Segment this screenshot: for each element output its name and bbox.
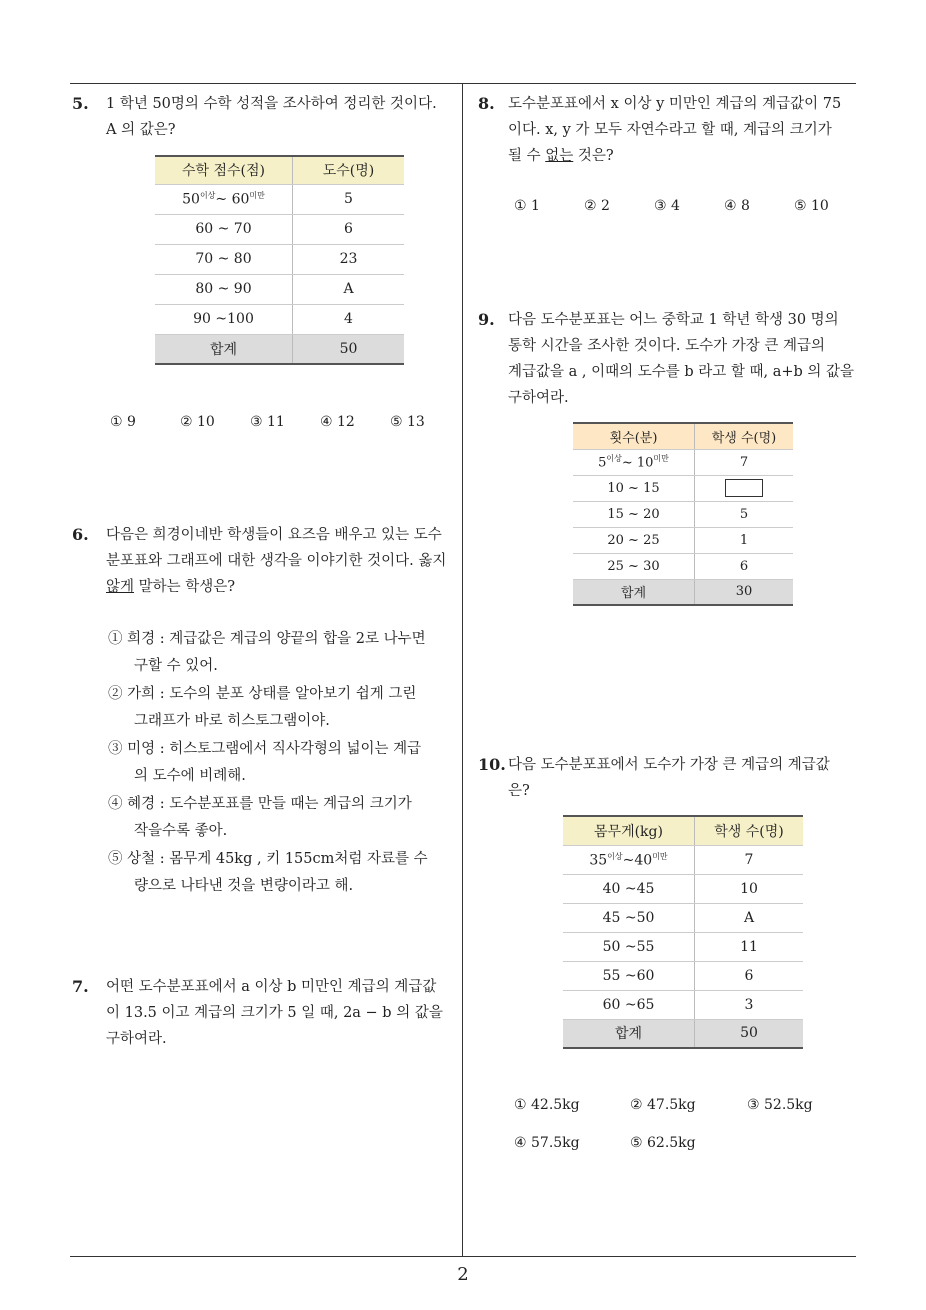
- question-text: [106, 91, 437, 143]
- frequency-table-q5: [155, 155, 404, 365]
- question-text: [106, 522, 446, 600]
- class-end: ~ 10: [621, 455, 654, 471]
- table-row: [155, 304, 404, 334]
- class-label-max: 미만: [249, 191, 265, 201]
- question-number: 8.: [478, 94, 495, 113]
- page-number: 2: [457, 1264, 469, 1285]
- table-row: [155, 214, 404, 244]
- question-line: 도수분포표에서 x 이상 y 미만인 계급의 계급값이 75: [508, 96, 842, 112]
- table-total-row: [563, 1019, 803, 1048]
- table-cell: 40 ~45: [563, 874, 695, 903]
- table-cell: 5: [293, 184, 405, 214]
- option-3[interactable]: [108, 736, 421, 790]
- top-rule: [70, 83, 856, 84]
- question-7: [72, 974, 457, 1054]
- table-header: 학생 수(명): [695, 816, 804, 845]
- blank-answer-box[interactable]: [725, 479, 763, 497]
- class-label-max: 미만: [652, 851, 668, 861]
- table-total-row: [573, 579, 793, 605]
- table-cell: 10 ~ 15: [573, 475, 695, 501]
- table-cell: 3: [695, 990, 804, 1019]
- table-cell: 6: [695, 961, 804, 990]
- choice-2[interactable]: ② 47.5kg: [630, 1097, 696, 1113]
- table-cell: 50: [293, 334, 405, 364]
- question-line-pre: 될 수: [508, 148, 546, 164]
- table-header: 학생 수(명): [695, 423, 794, 449]
- table-row: [155, 274, 404, 304]
- question-9: [478, 307, 863, 417]
- option-2[interactable]: [108, 681, 416, 735]
- choice-3[interactable]: ③ 52.5kg: [747, 1097, 813, 1113]
- table-cell: 50: [695, 1019, 804, 1048]
- option-line: 의 도수에 비례해.: [134, 768, 246, 784]
- table-cell: 20 ~ 25: [573, 527, 695, 553]
- choice-2[interactable]: ② 2: [584, 198, 610, 214]
- option-line: 작을수록 좋아.: [134, 823, 228, 839]
- table-cell: 7: [695, 449, 794, 475]
- option-line: ⑤ 상철 : 몸무게 45kg , 키 155cm처럼 자료를 수: [108, 851, 428, 867]
- table-row: [573, 501, 793, 527]
- table-cell: 10: [695, 874, 804, 903]
- class-label-min: 이상: [606, 454, 622, 464]
- question-line: 어떤 도수분포표에서 a 이상 b 미만인 계급의 계급값: [106, 979, 437, 995]
- table-header: 횟수(분): [573, 423, 695, 449]
- class-start: 50: [182, 191, 200, 208]
- table-header: 수학 점수(점): [155, 156, 293, 184]
- table-total-row: [155, 334, 404, 364]
- option-line: 그래프가 바로 히스토그램이야.: [134, 713, 330, 729]
- question-text: [508, 307, 854, 411]
- table-cell: 합계: [563, 1019, 695, 1048]
- choice-1[interactable]: ① 1: [514, 198, 540, 214]
- option-line: ① 희경 : 계급값은 계급의 양끝의 합을 2로 나누면: [108, 631, 426, 647]
- choice-3[interactable]: ③ 11: [250, 414, 285, 430]
- bottom-rule: [70, 1256, 856, 1257]
- table-cell: 5: [695, 501, 794, 527]
- question-line: [106, 574, 446, 600]
- choice-5[interactable]: ⑤ 13: [390, 414, 425, 430]
- table-row: [563, 961, 803, 990]
- question-line: 계급값을 a , 이때의 도수를 b 라고 할 때, a+b 의 값을: [508, 364, 855, 380]
- question-line: 다음 도수분포표에서 도수가 가장 큰 계급의 계급값: [508, 757, 830, 773]
- table-row: [563, 845, 803, 874]
- choice-3[interactable]: ③ 4: [654, 198, 680, 214]
- question-number: 9.: [478, 310, 495, 329]
- table-cell: [695, 475, 794, 501]
- choice-2[interactable]: ② 10: [180, 414, 215, 430]
- choice-4[interactable]: ④ 57.5kg: [514, 1135, 580, 1151]
- answer-choices-q10: [514, 1097, 854, 1157]
- option-line: ④ 혜경 : 도수분포표를 만들 때는 계급의 크기가: [108, 796, 412, 812]
- question-text: [508, 752, 830, 804]
- question-text: [106, 974, 443, 1052]
- option-line: 구할 수 있어.: [134, 658, 218, 674]
- table-cell: 6: [293, 214, 405, 244]
- question-line-rest: 말하는 학생은?: [134, 579, 236, 595]
- question-number: 6.: [72, 525, 89, 544]
- table-row: [563, 874, 803, 903]
- question-line: 이다. x, y 가 모두 자연수라고 할 때, 계급의 크기가: [508, 122, 832, 138]
- question-line: 통학 시간을 조사한 것이다. 도수가 가장 큰 계급의: [508, 338, 826, 354]
- table-cell: 25 ~ 30: [573, 553, 695, 579]
- table-cell: 4: [293, 304, 405, 334]
- option-1[interactable]: [108, 626, 426, 680]
- table-cell: 6: [695, 553, 794, 579]
- class-label-max: 미만: [653, 454, 669, 464]
- column-divider: [462, 83, 463, 1256]
- choice-5[interactable]: ⑤ 62.5kg: [630, 1135, 696, 1151]
- class-start: 35: [589, 852, 608, 869]
- table-row: [155, 184, 404, 214]
- table-row: [563, 903, 803, 932]
- question-line: 은?: [508, 783, 530, 799]
- question-line-rest: 것은?: [573, 148, 614, 164]
- question-line: 이 13.5 이고 계급의 크기가 5 일 때, 2a − b 의 값을: [106, 1005, 443, 1021]
- class-end: ~ 60: [215, 191, 250, 208]
- table-cell: 60 ~65: [563, 990, 695, 1019]
- answer-options-q6: [108, 626, 458, 896]
- table-cell: 80 ~ 90: [155, 274, 293, 304]
- question-line: [508, 143, 841, 169]
- table-row: [563, 932, 803, 961]
- table-cell: 23: [293, 244, 405, 274]
- class-label-min: 이상: [607, 851, 623, 861]
- option-4[interactable]: [108, 791, 412, 845]
- choice-4[interactable]: ④ 8: [724, 198, 750, 214]
- option-line: 량으로 나타낸 것을 변량이라고 해.: [134, 878, 354, 894]
- table-cell: A: [293, 274, 405, 304]
- table-row: [573, 527, 793, 553]
- table-cell: 90 ~100: [155, 304, 293, 334]
- table-row: [573, 475, 793, 501]
- table-cell: 7: [695, 845, 804, 874]
- answer-choices-q8: [514, 198, 854, 218]
- table-cell: 30: [695, 579, 794, 605]
- table-cell: 50 ~55: [563, 932, 695, 961]
- question-number: 10.: [478, 755, 506, 774]
- table-cell: A: [695, 903, 804, 932]
- table-row: [573, 449, 793, 475]
- table-cell: 55 ~60: [563, 961, 695, 990]
- question-5: [72, 91, 457, 151]
- choice-5[interactable]: ⑤ 10: [794, 198, 829, 214]
- question-line: A 의 값은?: [106, 122, 176, 138]
- choice-4[interactable]: ④ 12: [320, 414, 355, 430]
- question-6: [72, 522, 457, 602]
- table-cell: 60 ~ 70: [155, 214, 293, 244]
- table-cell: 45 ~50: [563, 903, 695, 932]
- table-row: [155, 244, 404, 274]
- option-line: ② 가희 : 도수의 분포 상태를 알아보기 쉽게 그린: [108, 686, 417, 702]
- class-end: ~40: [622, 852, 653, 869]
- question-text: [508, 91, 841, 169]
- class-label-min: 이상: [199, 191, 216, 201]
- class-start: 5: [598, 455, 607, 471]
- table-header: 몸무게(kg): [563, 816, 695, 845]
- table-row: [573, 553, 793, 579]
- question-8: [478, 91, 863, 171]
- underlined-word: 없는: [545, 148, 574, 164]
- question-line: 분포표와 그래프에 대한 생각을 이야기한 것이다. 옳지: [106, 553, 447, 569]
- choice-1[interactable]: ① 9: [110, 414, 136, 430]
- question-line: 구하여라.: [106, 1031, 167, 1047]
- question-10: [478, 752, 863, 807]
- question-number: 5.: [72, 94, 89, 113]
- question-number: 7.: [72, 977, 89, 996]
- question-line: 구하여라.: [508, 390, 569, 406]
- table-cell: 1: [695, 527, 794, 553]
- table-cell: 70 ~ 80: [155, 244, 293, 274]
- table-row: [563, 990, 803, 1019]
- table-cell: 11: [695, 932, 804, 961]
- table-header: 도수(명): [293, 156, 405, 184]
- table-cell: 15 ~ 20: [573, 501, 695, 527]
- frequency-table-q9: [573, 422, 793, 606]
- option-line: ③ 미영 : 히스토그램에서 직사각형의 넓이는 계급: [108, 741, 422, 757]
- table-cell: 합계: [573, 579, 695, 605]
- frequency-table-q10: [563, 815, 803, 1049]
- question-line: 다음 도수분포표는 어느 중학교 1 학년 학생 30 명의: [508, 312, 839, 328]
- choice-1[interactable]: ① 42.5kg: [514, 1097, 580, 1113]
- question-line: 다음은 희경이네반 학생들이 요즈음 배우고 있는 도수: [106, 527, 442, 543]
- table-cell: 합계: [155, 334, 293, 364]
- question-line: 1 학년 50명의 수학 성적을 조사하여 정리한 것이다.: [106, 96, 437, 112]
- underlined-word: 않게: [106, 579, 135, 595]
- option-5[interactable]: [108, 846, 428, 900]
- answer-choices-q5: [110, 414, 450, 434]
